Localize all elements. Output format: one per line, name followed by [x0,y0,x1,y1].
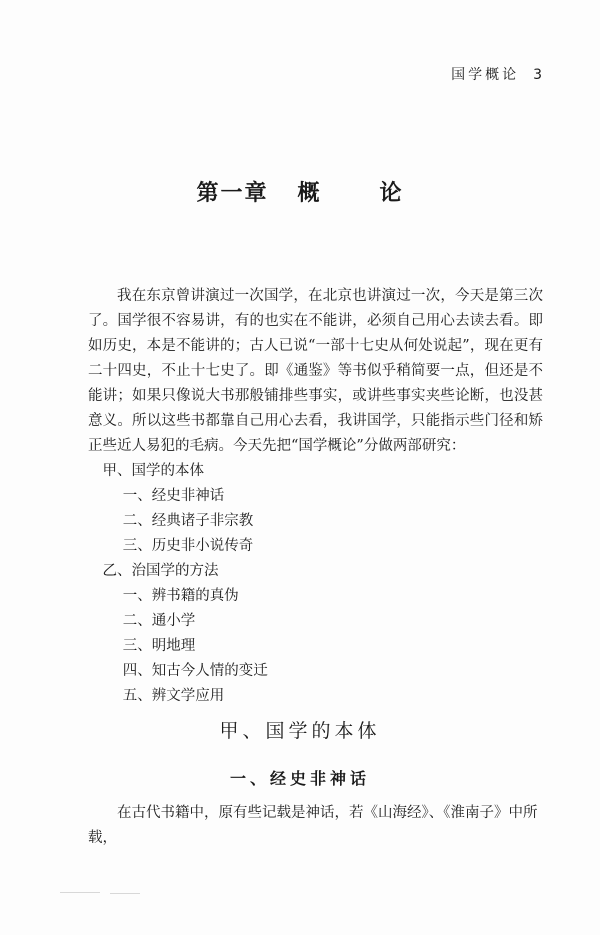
outline-part-a-item: 一、经史非神话 [122,488,225,504]
intro-paragraph: 我在东京曾讲演过一次国学，在北京也讲演过一次，今天是第三次了。国学很不容易讲，有的也实在不能讲，必须自己用心去读去看。即如历史，本是不能讲的；古人已说“一部十七史从何处说起”，现在更有二十四史，不止十七史了。即《通鉴》等书似乎稍简要一点，但还是不能讲；如果只像说大书那般铺排些事实，或讲些事实夹些论断，也没甚意义。所以这些书都靠自己用心去看，我讲国学，只能指示些门径和矫正些近人易犯的毛病。今天先把“国学概论”分做两部研究： [88,288,543,454]
outline-part-b-label: 乙、治国学的方法 [102,563,219,579]
outline-part-b-item: 五、辨文学应用 [122,688,225,704]
scan-artifact [60,892,100,893]
outline-part-b-item: 三、明地理 [122,638,196,654]
running-head [451,64,542,84]
outline-part-a-item: 三、历史非小说传奇 [122,538,254,554]
outline-part-a-item: 二、经典诸子非宗教 [122,513,254,529]
page-number: 3 [533,67,542,83]
outline-list [88,459,543,709]
section-first-paragraph: 在古代书籍中，原有些记载是神话，若《山海经》、《淮南子》中所载， [88,805,538,846]
outline-part-b-item: 四、知古今人情的变迁 [122,663,268,679]
outline-part-b-item: 二、通小学 [122,613,196,629]
chapter-title: 第一章 概 论 [196,180,404,206]
outline-part-b-item: 一、辨书籍的真伪 [122,588,239,604]
subsection-heading: 一、经史非神话 [229,769,370,788]
section-heading: 甲、国学的本体 [219,720,381,742]
chapter-body [88,284,543,709]
outline-part-a-label: 甲、国学的本体 [102,463,204,479]
scan-artifact [110,893,140,894]
running-head-title: 国学概论 [451,67,520,83]
